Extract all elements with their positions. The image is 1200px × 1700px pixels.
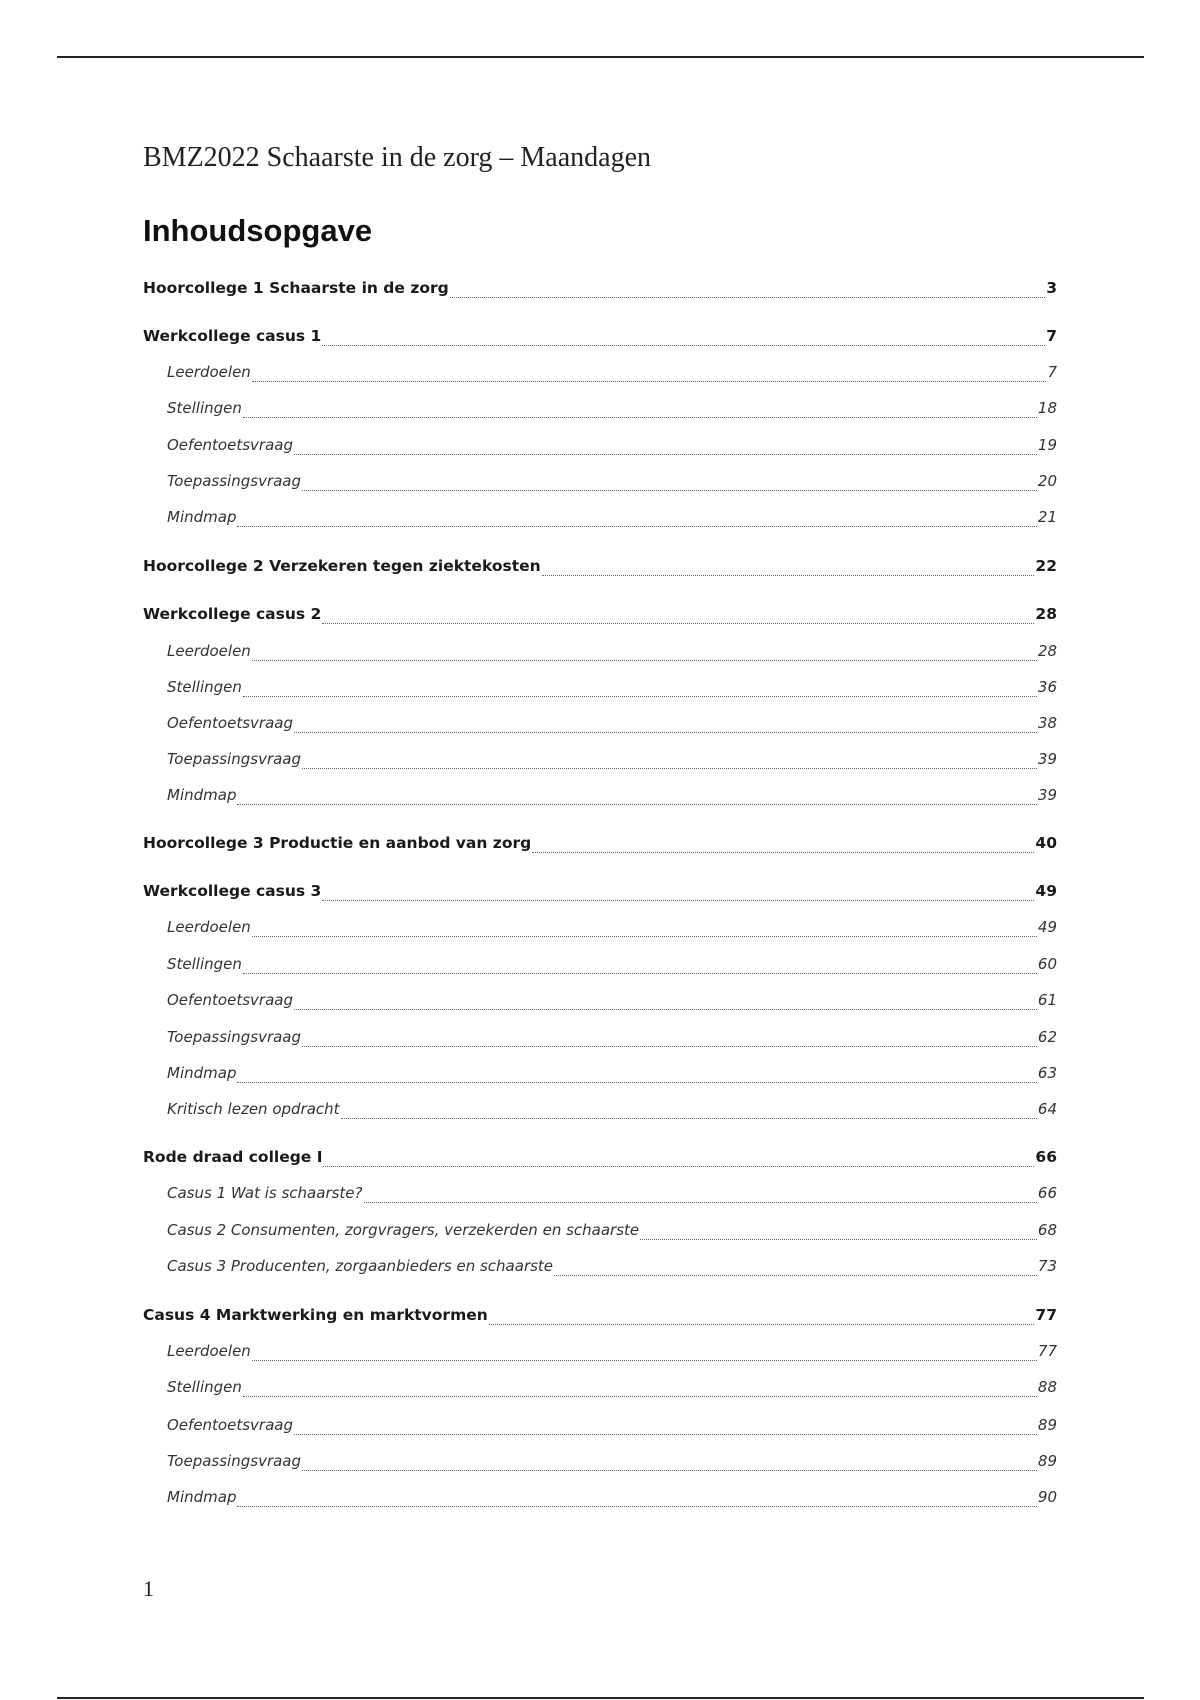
toc-entry-label: Leerdoelen	[167, 642, 251, 660]
toc-entry-label: Hoorcollege 3 Productie en aanbod van zorg	[143, 834, 532, 852]
toc-entry-subheading[interactable]	[143, 1064, 1057, 1088]
toc-dot-leader	[542, 575, 1035, 576]
toc-entry-page-number: 18	[1037, 399, 1057, 417]
toc-entry-heading[interactable]	[143, 557, 1057, 581]
toc-entry-subheading[interactable]	[143, 1416, 1057, 1440]
toc-entry-subheading[interactable]	[143, 1342, 1057, 1366]
toc-entry-heading[interactable]	[143, 1306, 1057, 1330]
toc-entry-page-number: 63	[1037, 1064, 1057, 1082]
toc-dot-leader	[302, 1046, 1037, 1047]
toc-entry-label: Leerdoelen	[167, 363, 251, 381]
toc-dot-leader	[243, 973, 1037, 974]
toc-entry-page-number: 21	[1037, 508, 1057, 526]
toc-entry-page-number: 40	[1035, 834, 1057, 852]
toc-entry-page-number: 39	[1037, 786, 1057, 804]
bottom-rule	[57, 1697, 1144, 1699]
toc-dot-leader	[252, 1360, 1037, 1361]
toc-dot-leader	[243, 1396, 1037, 1397]
toc-dot-leader	[252, 381, 1047, 382]
toc-entry-subheading[interactable]	[143, 918, 1057, 942]
toc-dot-leader	[252, 936, 1037, 937]
toc-entry-subheading[interactable]	[143, 472, 1057, 496]
toc-entry-subheading[interactable]	[143, 1488, 1057, 1512]
toc-entry-subheading[interactable]	[143, 714, 1057, 738]
toc-entry-page-number: 22	[1035, 557, 1057, 575]
toc-entry-page-number: 73	[1037, 1257, 1057, 1275]
toc-entry-subheading[interactable]	[143, 678, 1057, 702]
top-rule	[57, 56, 1144, 58]
toc-entry-subheading[interactable]	[143, 363, 1057, 387]
toc-dot-leader	[237, 1506, 1036, 1507]
toc-entry-label: Casus 1 Wat is schaarste?	[167, 1184, 363, 1202]
toc-entry-page-number: 68	[1037, 1221, 1057, 1239]
toc-entry-subheading[interactable]	[143, 955, 1057, 979]
toc-entry-page-number: 38	[1037, 714, 1057, 732]
toc-dot-leader	[237, 804, 1036, 805]
toc-entry-subheading[interactable]	[143, 1028, 1057, 1052]
toc-entry-label: Werkcollege casus 1	[143, 327, 322, 345]
toc-entry-label: Hoorcollege 2 Verzekeren tegen ziektekosten	[143, 557, 541, 575]
toc-entry-label: Leerdoelen	[167, 1342, 251, 1360]
toc-dot-leader	[323, 1166, 1034, 1167]
toc-dot-leader	[450, 297, 1045, 298]
toc-entry-page-number: 7	[1046, 327, 1057, 345]
toc-entry-label: Toepassingsvraag	[167, 1028, 302, 1046]
toc-entry-label: Hoorcollege 1 Schaarste in de zorg	[143, 279, 449, 297]
toc-entry-subheading[interactable]	[143, 399, 1057, 423]
toc-dot-leader	[243, 696, 1037, 697]
toc-entry-page-number: 28	[1035, 605, 1057, 623]
toc-entry-label: Stellingen	[167, 1378, 242, 1396]
toc-entry-subheading[interactable]	[143, 786, 1057, 810]
toc-entry-heading[interactable]	[143, 1148, 1057, 1172]
toc-entry-label: Leerdoelen	[167, 918, 251, 936]
toc-entry-label: Stellingen	[167, 955, 242, 973]
toc-dot-leader	[243, 417, 1037, 418]
toc-dot-leader	[294, 732, 1037, 733]
toc-entry-label: Mindmap	[167, 1488, 237, 1506]
page-number: 1	[143, 1576, 154, 1601]
toc-entry-page-number: 49	[1037, 918, 1057, 936]
toc-entry-page-number: 66	[1035, 1148, 1057, 1166]
toc-entry-heading[interactable]	[143, 834, 1057, 858]
toc-entry-label: Casus 4 Marktwerking en marktvormen	[143, 1306, 488, 1324]
toc-entry-label: Kritisch lezen opdracht	[167, 1100, 340, 1118]
toc-entry-subheading[interactable]	[143, 508, 1057, 532]
toc-entry-page-number: 36	[1037, 678, 1057, 696]
toc-entry-subheading[interactable]	[143, 1100, 1057, 1124]
toc-entry-page-number: 62	[1037, 1028, 1057, 1046]
toc-entry-label: Toepassingsvraag	[167, 750, 302, 768]
toc-dot-leader	[237, 1082, 1036, 1083]
toc-entry-label: Stellingen	[167, 678, 242, 696]
toc-entry-heading[interactable]	[143, 605, 1057, 629]
toc-entry-page-number: 3	[1046, 279, 1057, 297]
toc-dot-leader	[489, 1324, 1035, 1325]
toc-entry-page-number: 19	[1037, 436, 1057, 454]
toc-entry-page-number: 7	[1047, 363, 1057, 381]
toc-entry-page-number: 61	[1037, 991, 1057, 1009]
toc-entry-subheading[interactable]	[143, 1257, 1057, 1281]
toc-entry-page-number: 89	[1037, 1452, 1057, 1470]
toc-entry-page-number: 39	[1037, 750, 1057, 768]
toc-entry-label: Mindmap	[167, 786, 237, 804]
toc-dot-leader	[294, 454, 1037, 455]
toc-entry-label: Werkcollege casus 2	[143, 605, 322, 623]
toc-entry-page-number: 88	[1037, 1378, 1057, 1396]
toc-entry-heading[interactable]	[143, 279, 1057, 303]
toc-entry-label: Mindmap	[167, 508, 237, 526]
toc-entry-page-number: 77	[1037, 1342, 1057, 1360]
toc-dot-leader	[322, 900, 1034, 901]
toc-dot-leader	[252, 660, 1037, 661]
toc-dot-leader	[294, 1434, 1037, 1435]
toc-entry-label: Toepassingsvraag	[167, 472, 302, 490]
toc-title: Inhoudsopgave	[143, 213, 373, 248]
toc-dot-leader	[532, 852, 1034, 853]
toc-dot-leader	[322, 345, 1045, 346]
toc-entry-label: Mindmap	[167, 1064, 237, 1082]
toc-entry-subheading[interactable]	[143, 1184, 1057, 1208]
toc-entry-page-number: 49	[1035, 882, 1057, 900]
toc-entry-page-number: 90	[1037, 1488, 1057, 1506]
toc-entry-label: Oefentoetsvraag	[167, 714, 293, 732]
toc-entry-page-number: 28	[1037, 642, 1057, 660]
toc-entry-label: Stellingen	[167, 399, 242, 417]
toc-entry-label: Oefentoetsvraag	[167, 1416, 293, 1434]
toc-entry-label: Werkcollege casus 3	[143, 882, 322, 900]
toc-entry-subheading[interactable]	[143, 642, 1057, 666]
toc-dot-leader	[364, 1202, 1037, 1203]
toc-entry-label: Casus 3 Producenten, zorgaanbieders en schaarste	[167, 1257, 554, 1275]
document-header: BMZ2022 Schaarste in de zorg – Maandagen	[143, 142, 652, 173]
toc-entry-subheading[interactable]	[143, 1378, 1057, 1402]
toc-entry-page-number: 64	[1037, 1100, 1057, 1118]
toc-dot-leader	[302, 1470, 1037, 1471]
toc-entry-heading[interactable]	[143, 327, 1057, 351]
toc-entry-subheading[interactable]	[143, 991, 1057, 1015]
toc-dot-leader	[294, 1009, 1037, 1010]
toc-entry-label: Toepassingsvraag	[167, 1452, 302, 1470]
toc-entry-subheading[interactable]	[143, 1221, 1057, 1245]
toc-entry-subheading[interactable]	[143, 436, 1057, 460]
toc-dot-leader	[322, 623, 1034, 624]
toc-entry-subheading[interactable]	[143, 1452, 1057, 1476]
toc-entry-page-number: 89	[1037, 1416, 1057, 1434]
toc-entry-label: Rode draad college I	[143, 1148, 323, 1166]
toc-dot-leader	[554, 1275, 1037, 1276]
toc-entry-page-number: 77	[1035, 1306, 1057, 1324]
toc-dot-leader	[640, 1239, 1037, 1240]
toc-entry-heading[interactable]	[143, 882, 1057, 906]
toc-entry-page-number: 20	[1037, 472, 1057, 490]
toc-entry-label: Oefentoetsvraag	[167, 991, 293, 1009]
toc-dot-leader	[341, 1118, 1037, 1119]
toc-entry-subheading[interactable]	[143, 750, 1057, 774]
toc-entry-page-number: 60	[1037, 955, 1057, 973]
toc-dot-leader	[302, 490, 1037, 491]
toc-entry-label: Casus 2 Consumenten, zorgvragers, verzekerden en schaarste	[167, 1221, 640, 1239]
toc-dot-leader	[302, 768, 1037, 769]
toc-entry-label: Oefentoetsvraag	[167, 436, 293, 454]
toc-dot-leader	[237, 526, 1036, 527]
toc-entry-page-number: 66	[1037, 1184, 1057, 1202]
